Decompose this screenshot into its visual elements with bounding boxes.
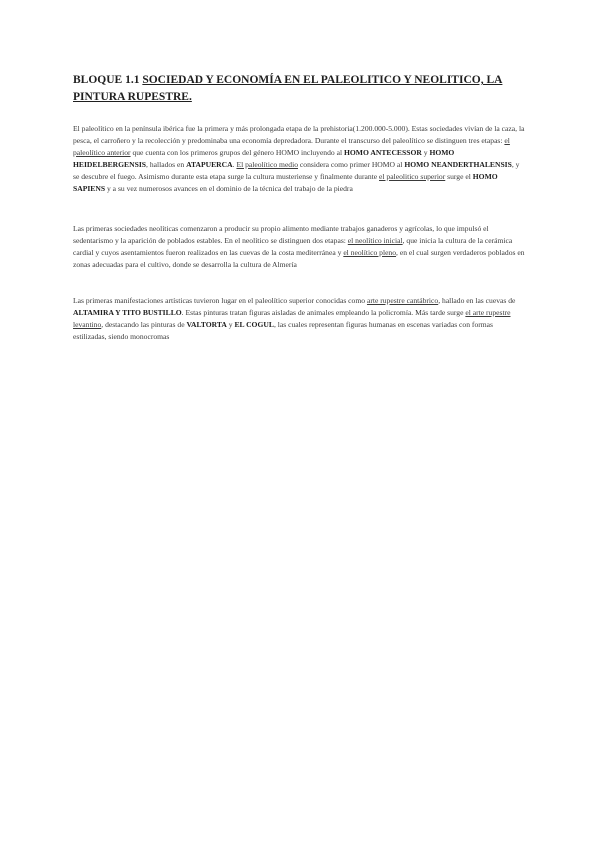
bold-term: HOMO NEANDERTHALENSIS [404,160,512,169]
underlined-term: el neolítico inicial [347,236,403,245]
page-title [73,72,523,106]
text: Las primeras manifestaciones artísticas tuvieron lugar en el paleolítico superior conocidas como [73,296,367,305]
paragraph-paleolitico [73,123,525,195]
text: El paleolítico en la península ibérica fue la primera y más prolongada etapa de la prehistoria(1.200.000-5.000). Estas sociedades vivían de la caza, la pesca, el carroñero y la recolección y predominaba una economía depredadora. Durante el transcurso del paleolítico se distinguen tres etapas: [73,124,525,145]
text: Las primeras sociedades neolíticas comenzaron a producir su propio alimento mediante trabajos ganaderos y agrícolas, lo que impulsó el sedentarismo y la aparición de poblados estables. En el neolítico se distinguen dos etapas: [73,224,489,245]
bold-term: VALTORTA [186,320,227,329]
text: , que inicia la cultura de la cerámica cardial y cuyos asentamientos fueron realizados en las cuevas de la costa mediterránea y [73,236,513,257]
bold-term: ATAPUERCA [186,160,233,169]
text: . Estas pinturas tratan figuras aisladas de animales empleando la policromía. Más tarde surge [181,308,466,317]
underlined-term: el paleolitico superior [379,172,446,181]
text: , destacando las pinturas de [101,320,187,329]
text: que cuenta con los primeros grupos del género HOMO incluyendo al [130,148,344,157]
text: , en el cual surgen verdaderos poblados en zonas adecuadas para el cultivo, donde se desarrolla la cultura de Almería [73,248,525,269]
text: , hallados en [146,160,187,169]
title-label: BLOQUE 1.1 [73,74,140,86]
text: . [232,160,237,169]
bold-term: EL COGUL [234,320,274,329]
bold-term: HOMO ANTECESSOR [343,148,422,157]
paragraph-neolitico [73,223,525,271]
underlined-term: el arte rupestre levantino [73,308,511,329]
paragraph-arte-rupestre [73,295,525,343]
underlined-term: arte rupestre cantábrico [366,296,439,305]
bold-term: HOMO SAPIENS [73,172,498,193]
underlined-term: El paleolítico medio [236,160,299,169]
text: y [226,320,235,329]
text: y [421,148,430,157]
text: , y se descubre el fuego. Asimismo durante esta etapa surge la cultura musteriense y finalmente durante [73,160,520,181]
bold-term: ALTAMIRA Y TITO BUSTILLO [73,308,182,317]
text: surge el [445,172,473,181]
text: y a su vez numerosos avances en el dominio de la técnica del trabajo de la piedra [105,184,353,193]
text: , las cuales representan figuras humanas en escenas variadas con formas estilizadas, siendo monocromas [73,320,494,341]
underlined-term: el paleolítico anterior [73,136,510,157]
text: considera como primer HOMO al [298,160,405,169]
bold-term: HOMO HEIDELBERGENSIS [73,148,455,169]
text: , hallado en las cuevas de [438,296,516,305]
title-text: SOCIEDAD Y ECONOMÍA EN EL PALEOLITICO Y NEOLITICO, LA PINTURA RUPESTRE. [73,74,503,103]
underlined-term: el neolítico pleno [343,248,397,257]
